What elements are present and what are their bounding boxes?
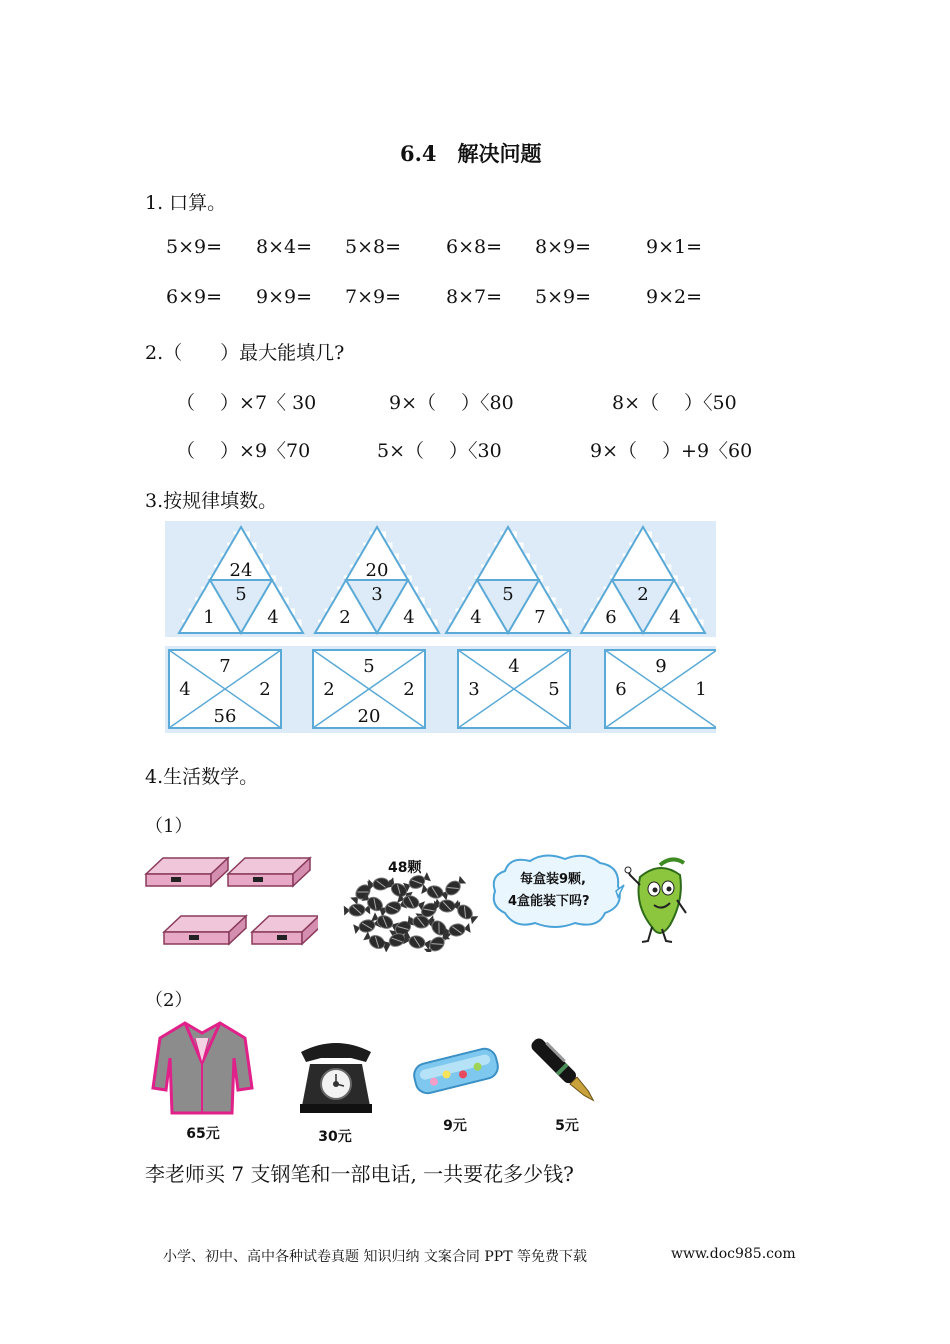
q4-part2-label: （2） — [145, 990, 193, 1011]
expression: 6×8= — [446, 236, 503, 258]
footer-url[interactable]: www.doc985.com — [671, 1246, 796, 1262]
triangle-number: 2 — [637, 584, 649, 605]
box-number: 5 — [363, 656, 375, 677]
box-number: 6 — [615, 679, 627, 700]
triangle-number: 3 — [371, 584, 383, 605]
expression: 9×2= — [646, 286, 703, 308]
inequality: 8×（ ）〈50 — [612, 392, 737, 414]
box-number: 1 — [695, 679, 707, 700]
number-triangle — [179, 527, 303, 633]
q1-heading: 1. 口算。 — [145, 192, 227, 214]
number-box — [605, 650, 716, 728]
tray-icon — [146, 858, 228, 886]
triangle-number: 4 — [403, 607, 415, 628]
triangle-number: 7 — [534, 607, 546, 628]
triangle-number: 2 — [339, 607, 351, 628]
expression: 5×8= — [345, 236, 402, 258]
telephone-price: 30元 — [318, 1129, 352, 1145]
box-number: 56 — [213, 706, 237, 727]
box-number: 2 — [259, 679, 271, 700]
candy-icon — [439, 875, 467, 901]
triangle-number: 5 — [235, 584, 247, 605]
telephone-icon — [296, 1034, 376, 1116]
q4-part2-question: 李老师买 7 支钢笔和一部电话, 一共要花多少钱? — [145, 1162, 574, 1186]
fountain-pen-price: 5元 — [555, 1118, 579, 1134]
expression: 7×9= — [345, 286, 402, 308]
inequality: 5×（ ）〈30 — [377, 440, 502, 462]
box-number: 3 — [468, 679, 480, 700]
q3-heading: 3.按规律填数。 — [145, 490, 278, 512]
triangle-number: 4 — [669, 607, 681, 628]
box-number: 9 — [655, 656, 667, 677]
inequality: （ ）×9〈70 — [176, 440, 311, 462]
footer-text: 小学、初中、高中各种试卷真题 知识归纳 文案合同 PPT 等免费下载 — [163, 1249, 587, 1265]
expression: 8×9= — [535, 236, 592, 258]
page-title: 6.4 解决问题 — [400, 141, 542, 166]
triangle-number: 4 — [470, 607, 482, 628]
box-number: 4 — [179, 679, 191, 700]
jacket-icon — [150, 1018, 255, 1118]
q2-heading: 2.（ ）最大能填几? — [145, 342, 345, 364]
triangle-panel — [165, 521, 716, 637]
box-panel — [165, 646, 716, 733]
tray-group — [143, 852, 318, 952]
box-number: 2 — [323, 679, 335, 700]
speech-line-1: 每盒装9颗, — [520, 872, 586, 887]
box-number: 2 — [403, 679, 415, 700]
box-number: 7 — [219, 656, 231, 677]
triangle-number: 4 — [267, 607, 279, 628]
fountain-pen-icon — [528, 1028, 613, 1113]
candy-icon — [397, 892, 425, 911]
q4-heading: 4.生活数学。 — [145, 766, 259, 788]
number-triangle — [315, 527, 439, 633]
triangle-number: 5 — [502, 584, 514, 605]
jacket-price: 65元 — [186, 1126, 220, 1142]
expression: 8×4= — [256, 236, 313, 258]
expression: 5×9= — [535, 286, 592, 308]
number-triangle — [446, 527, 570, 633]
pepper-character-icon — [622, 855, 697, 945]
candy-pile-icon — [343, 872, 478, 952]
candy-icon — [451, 899, 478, 925]
q4-part1-label: （1） — [145, 816, 193, 837]
triangle-number: 1 — [203, 607, 215, 628]
tray-icon — [164, 916, 246, 944]
pencil-case-icon — [410, 1036, 502, 1106]
inequality: （ ）×7〈 30 — [176, 392, 317, 414]
tray-icon — [252, 916, 318, 944]
number-box — [458, 650, 570, 728]
inequality: 9×（ ）〈80 — [389, 392, 514, 414]
inequality: 9×（ ）+9〈60 — [590, 440, 753, 462]
expression: 8×7= — [446, 286, 503, 308]
triangle-number: 20 — [365, 560, 389, 581]
expression: 6×9= — [166, 286, 223, 308]
number-box — [169, 650, 281, 728]
box-number: 20 — [357, 706, 381, 727]
triangle-number: 24 — [229, 560, 253, 581]
box-number: 4 — [508, 656, 520, 677]
number-box — [313, 650, 425, 728]
candy-icon — [344, 903, 371, 916]
expression: 9×9= — [256, 286, 313, 308]
number-triangle — [581, 527, 705, 633]
triangle-number: 6 — [605, 607, 617, 628]
candy-count-label: 48颗 — [388, 860, 422, 876]
tray-icon — [228, 858, 310, 886]
expression: 5×9= — [166, 236, 223, 258]
pencil-case-price: 9元 — [443, 1118, 467, 1134]
box-number: 5 — [548, 679, 560, 700]
expression: 9×1= — [646, 236, 703, 258]
speech-line-2: 4盒能装下吗? — [508, 894, 590, 909]
